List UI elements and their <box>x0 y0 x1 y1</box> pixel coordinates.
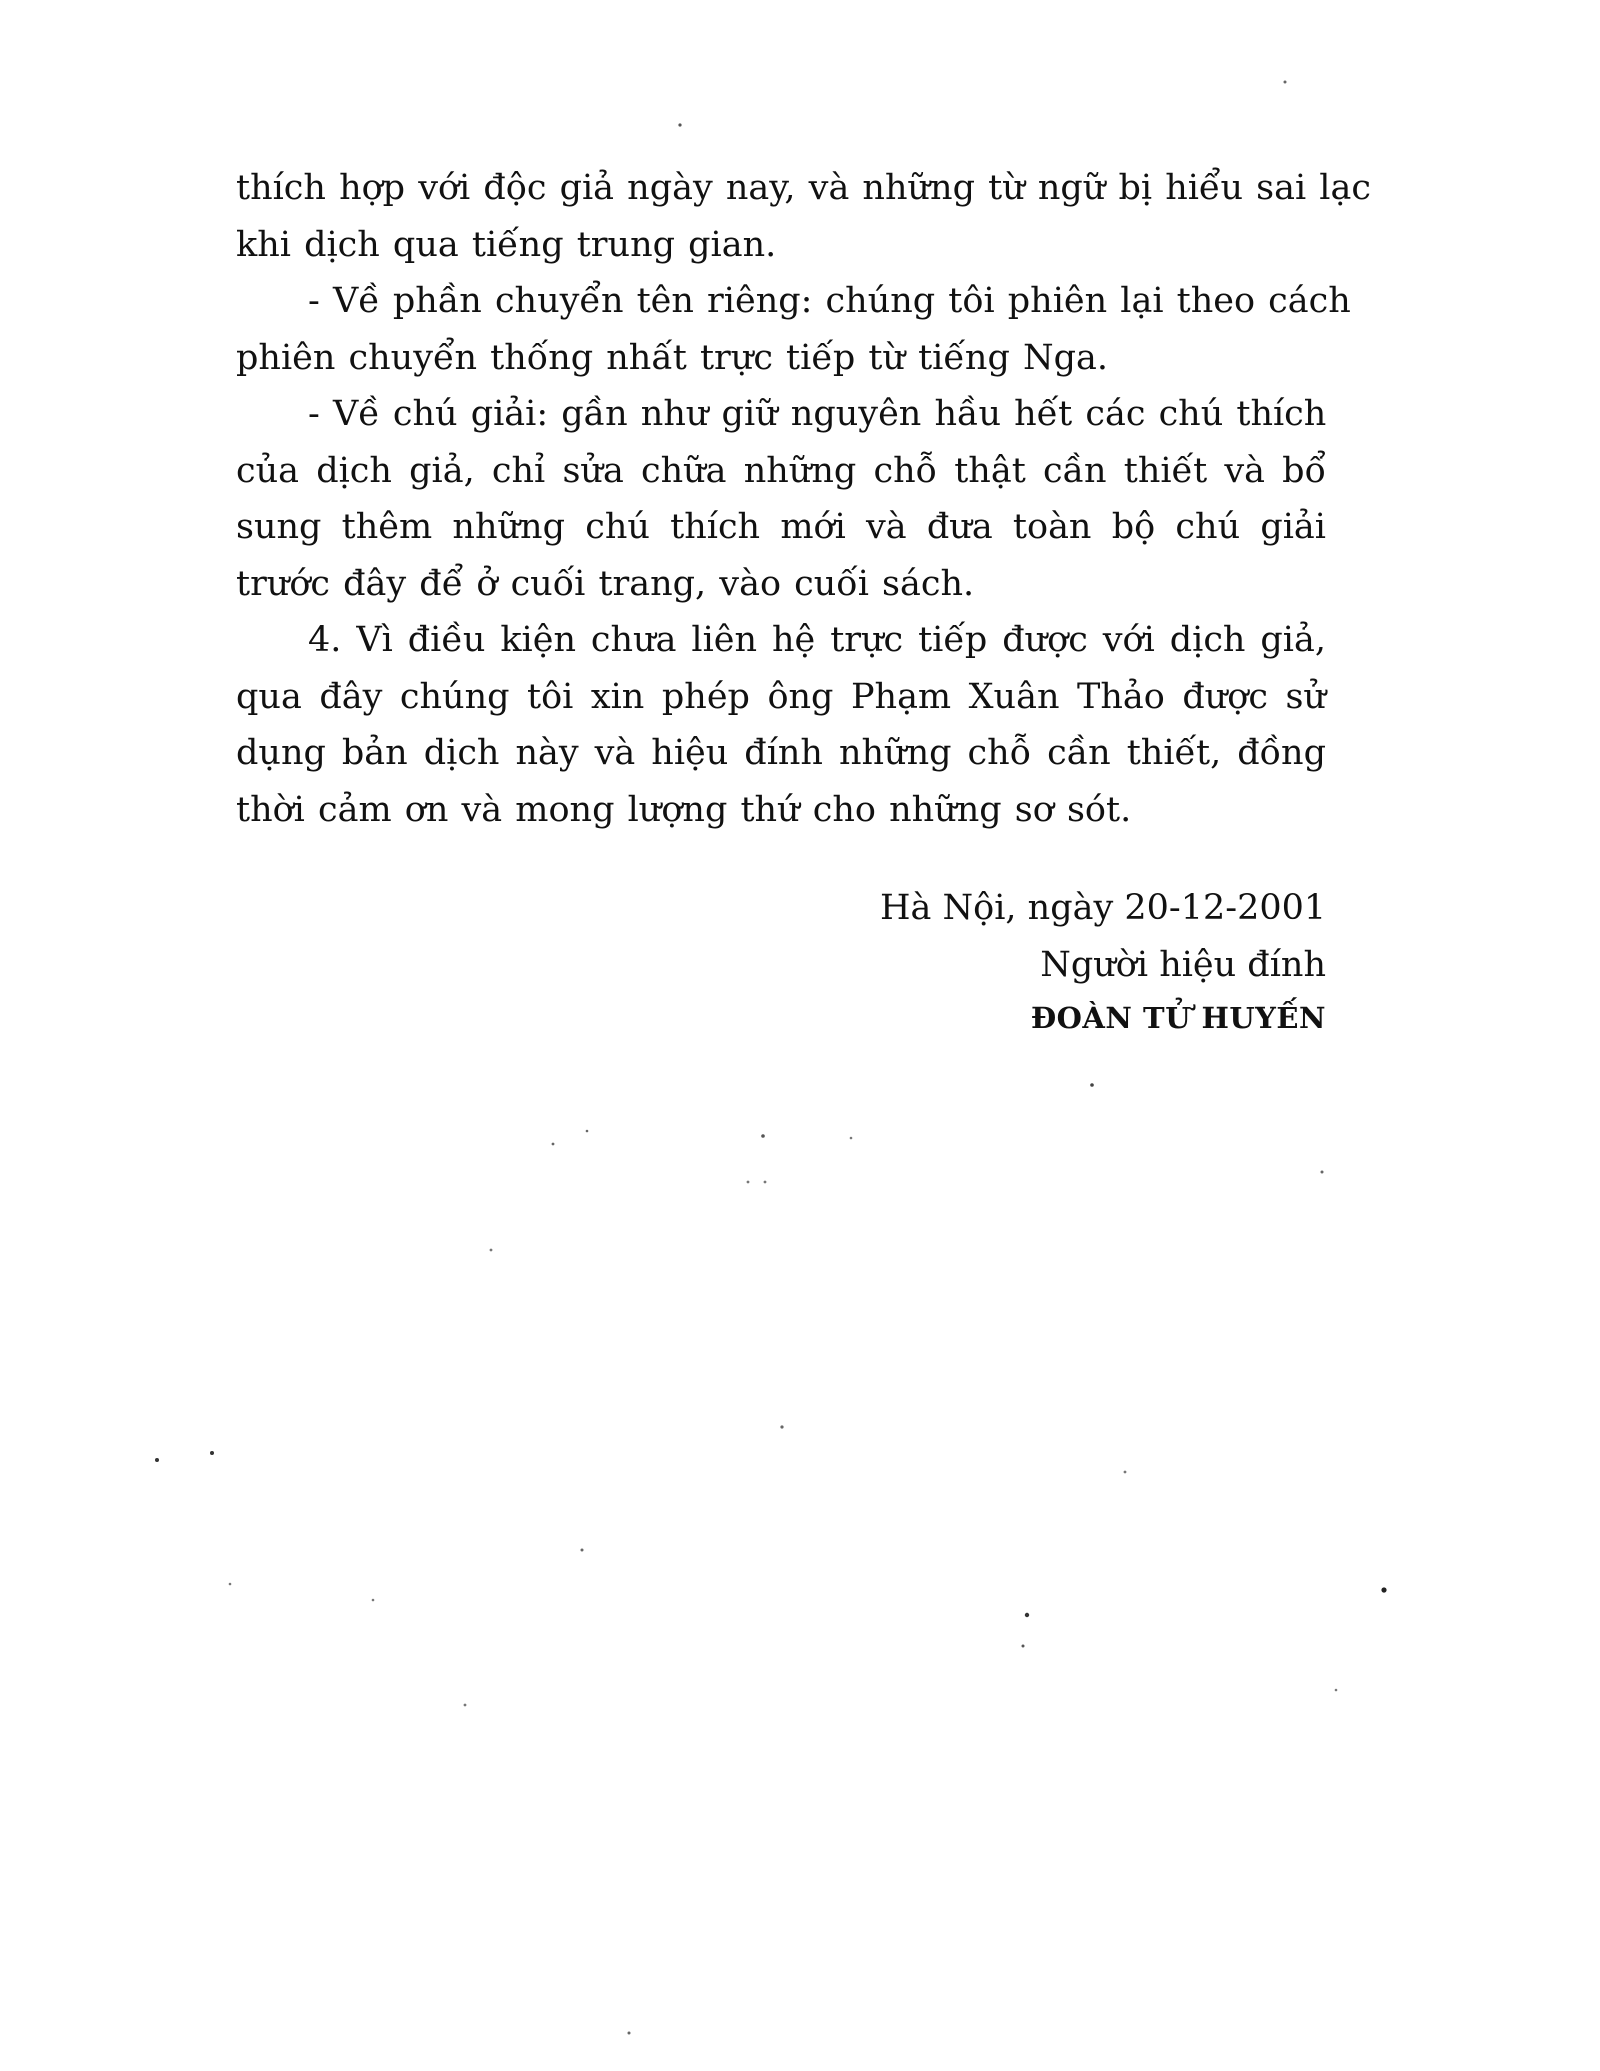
text-line: phiên chuyển thống nhất trực tiếp từ tiếng Nga. <box>236 337 1108 378</box>
place-date: Hà Nội, ngày 20-12-2001 <box>880 888 1327 928</box>
text-line: qua đây chúng tôi xin phép ông Phạm Xuân Thảo được sử <box>236 676 1326 717</box>
text-line: 4. Vì điều kiện chưa liên hệ trực tiếp được với dịch giả, <box>308 620 1326 660</box>
text-line: thích hợp với độc giả ngày nay, và những từ ngữ bị hiểu sai lạc <box>236 168 1371 208</box>
text-line: dụng bản dịch này và hiệu đính những chỗ cần thiết, đồng <box>236 733 1326 773</box>
text-line: của dịch giả, chỉ sửa chữa những chỗ thật cần thiết và bổ <box>236 450 1326 491</box>
text-line: - Về chú giải: gần như giữ nguyên hầu hết các chú thích <box>308 394 1327 434</box>
signer-name: ĐOÀN TỬ HUYẾN <box>1030 1001 1326 1035</box>
text-line: khi dịch qua tiếng trung gian. <box>236 224 777 265</box>
text-line: trước đây để ở cuối trang, vào cuối sách. <box>236 563 975 604</box>
text-line: thời cảm ơn và mong lượng thứ cho những sơ sót. <box>236 789 1132 830</box>
text-line: - Về phần chuyển tên riêng: chúng tôi phiên lại theo cách <box>308 281 1351 321</box>
signer-role: Người hiệu đính <box>1040 945 1326 985</box>
text-line: sung thêm những chú thích mới và đưa toàn bộ chú giải <box>236 507 1326 547</box>
